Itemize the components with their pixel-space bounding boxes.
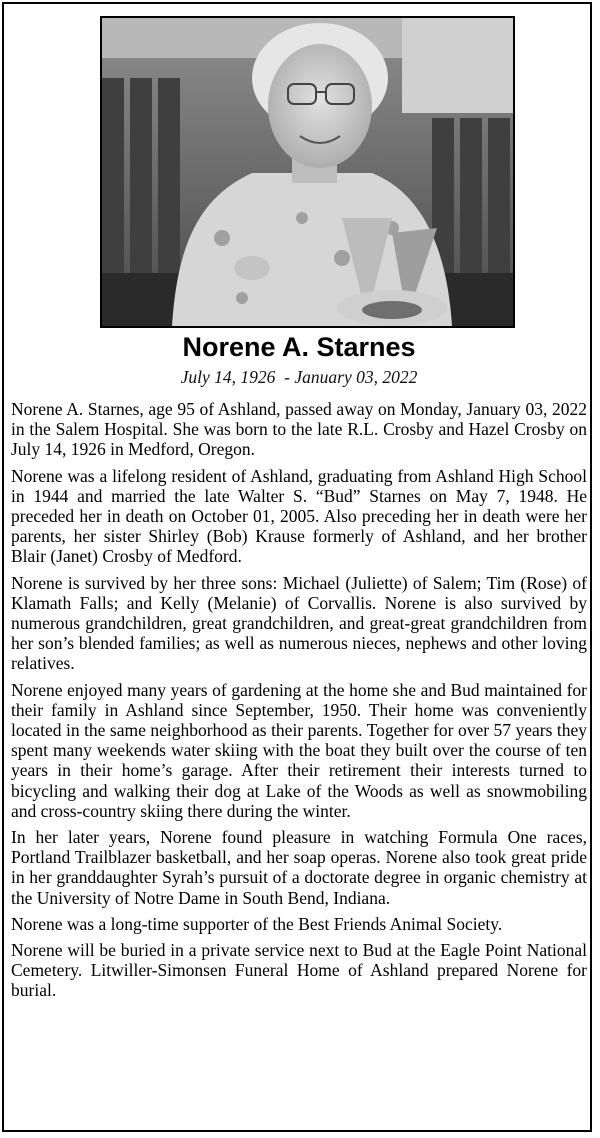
- obituary-text: [11, 399, 587, 1007]
- paragraph-later-years: In her later years, Norene found pleasure in watching Formula One races, Portland Trailblazer basketball, and her soap operas. Norene also took great pride in her granddaughter Syrah’s pursuit of a doctorate degree in organic chemistry at the University of Notre Dame in South Bend, Indiana.: [11, 827, 587, 908]
- deceased-name: Norene A. Starnes: [182, 332, 416, 362]
- life-dates: July 14, 1926 - January 03, 2022: [180, 367, 418, 387]
- paragraph-life: Norene was a lifelong resident of Ashland, graduating from Ashland High School in 1944 and married the late Walter S. “Bud” Starnes on May 7, 1948. He preceded her in death on October 01, 2005. Also preceding her in death were her parents, her sister Shirley (Bob) Krause formerly of Ashland, and her brother Blair (Janet) Crosby of Medford.: [11, 465, 587, 567]
- portrait-image: [102, 18, 513, 326]
- obituary-frame: [2, 2, 592, 1132]
- paragraph-hobbies: Norene enjoyed many years of gardening at the home she and Bud maintained for their family in Ashland since September, 1950. Their home was conveniently located in the same neighborhood as their parents. Together for over 57 years they spent many weekends water skiing with the boat they built over the course of ten years in their home’s garage. After their retirement their interests turned to bicycling and walking their dog at Lake of the Woods as well as snowmobiling and cross-country skiing there during the winter.: [11, 679, 587, 821]
- paragraph-survivors: Norene is survived by her three sons: Michael (Juliette) of Salem; Tim (Rose) of Klamath Falls; and Kelly (Melanie) of Corvallis. Norene is also survived by numerous grandchildren, great grandchildren, and great-great grandchildren from her son’s blended families; as well as numerous nieces, nephews and other loving relatives.: [11, 572, 587, 674]
- portrait-photo: [100, 16, 515, 328]
- paragraph-burial: Norene will be buried in a private service next to Bud at the Eagle Point National Cemetery. Litwiller-Simonsen Funeral Home of Ashland prepared Norene for burial.: [11, 940, 587, 1001]
- paragraph-supporter: Norene was a long-time supporter of the Best Friends Animal Society.: [11, 913, 503, 934]
- paragraph-passing: Norene A. Starnes, age 95 of Ashland, passed away on Monday, January 03, 2022 in the Salem Hospital. She was born to the late R.L. Crosby and Hazel Crosby on July 14, 1926 in Medford, Oregon.: [11, 399, 587, 460]
